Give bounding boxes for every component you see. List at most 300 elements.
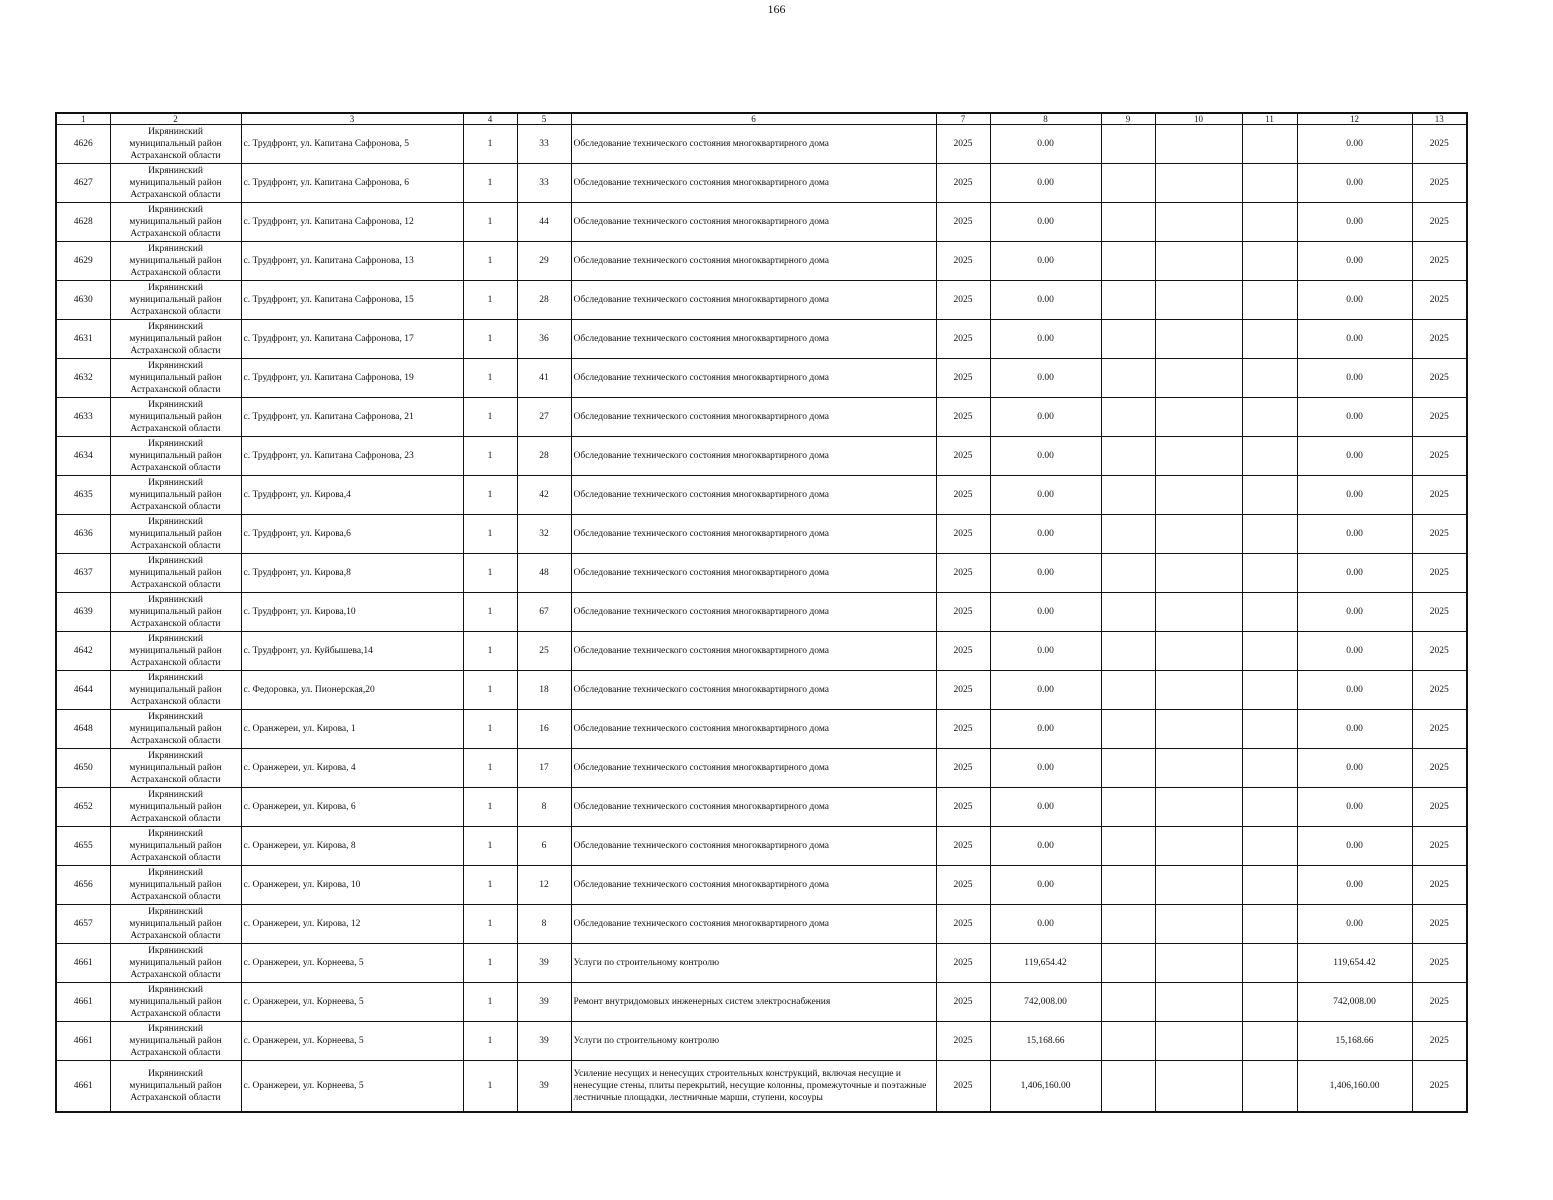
cell-total: 0.00 bbox=[1297, 749, 1412, 788]
cell-work-type: Обследование технического состояния многоквартирного дома bbox=[571, 866, 936, 905]
cell-municipality bbox=[110, 1061, 241, 1113]
cell-col9 bbox=[1101, 1022, 1155, 1061]
municipality-line: Астраханской области bbox=[130, 697, 221, 707]
cell-work-type: Усиление несущих и ненесущих строительных конструкций, включая несущие и ненесущие стены, плиты перекрытий, несущие колонны, промежуточные и поэтажные лестничные площадки, лестничные марши, ступени, косоуры bbox=[571, 1061, 936, 1113]
municipality-line: муниципальный район bbox=[129, 1036, 222, 1046]
cell-address: с. Трудфронт, ул. Капитана Сафронова, 23 bbox=[241, 437, 463, 476]
cell-work-type: Обследование технического состояния многоквартирного дома bbox=[571, 671, 936, 710]
municipality-line: Икрянинский bbox=[148, 907, 203, 917]
cell-year: 2025 bbox=[936, 125, 990, 164]
cell-work-type: Обследование технического состояния многоквартирного дома bbox=[571, 359, 936, 398]
municipality-line: Икрянинский bbox=[148, 790, 203, 800]
header-cell: 8 bbox=[990, 113, 1101, 125]
municipality-line: муниципальный район bbox=[129, 217, 222, 227]
municipality-line: Астраханской области bbox=[130, 424, 221, 434]
cell-work-type: Обследование технического состояния многоквартирного дома bbox=[571, 554, 936, 593]
cell-address: с. Трудфронт, ул. Кирова,8 bbox=[241, 554, 463, 593]
cell-col9 bbox=[1101, 359, 1155, 398]
cell-apartments: 18 bbox=[517, 671, 571, 710]
cell-cost: 0.00 bbox=[990, 749, 1101, 788]
cell-end-year: 2025 bbox=[1412, 359, 1467, 398]
municipality-line: муниципальный район bbox=[129, 607, 222, 617]
municipality-line: Икрянинский bbox=[148, 478, 203, 488]
table-row bbox=[56, 593, 1467, 632]
cell-end-year: 2025 bbox=[1412, 476, 1467, 515]
cell-end-year: 2025 bbox=[1412, 944, 1467, 983]
cell-apartments: 42 bbox=[517, 476, 571, 515]
cell-year: 2025 bbox=[936, 983, 990, 1022]
cell-col10 bbox=[1155, 320, 1242, 359]
cell-year: 2025 bbox=[936, 632, 990, 671]
table-row bbox=[56, 1022, 1467, 1061]
cell-col11 bbox=[1242, 398, 1297, 437]
cell-count: 1 bbox=[463, 125, 517, 164]
cell-municipality bbox=[110, 125, 241, 164]
header-cell: 1 bbox=[56, 113, 110, 125]
cell-col10 bbox=[1155, 554, 1242, 593]
cell-col9 bbox=[1101, 983, 1155, 1022]
cell-count: 1 bbox=[463, 593, 517, 632]
cell-work-type: Обследование технического состояния многоквартирного дома bbox=[571, 632, 936, 671]
cell-col9 bbox=[1101, 632, 1155, 671]
cell-apartments: 28 bbox=[517, 281, 571, 320]
table-row bbox=[56, 437, 1467, 476]
cell-apartments: 6 bbox=[517, 827, 571, 866]
cell-apartments: 29 bbox=[517, 242, 571, 281]
cell-col10 bbox=[1155, 398, 1242, 437]
cell-col11 bbox=[1242, 1061, 1297, 1113]
municipality-line: муниципальный район bbox=[129, 373, 222, 383]
cell-cost: 0.00 bbox=[990, 359, 1101, 398]
table-row bbox=[56, 944, 1467, 983]
municipality-line: Икрянинский bbox=[148, 517, 203, 527]
cell-col9 bbox=[1101, 242, 1155, 281]
cell-count: 1 bbox=[463, 827, 517, 866]
cell-work-type: Обследование технического состояния многоквартирного дома bbox=[571, 593, 936, 632]
cell-col10 bbox=[1155, 944, 1242, 983]
municipality-line: Икрянинский bbox=[148, 829, 203, 839]
cell-work-type: Обследование технического состояния многоквартирного дома bbox=[571, 905, 936, 944]
cell-col10 bbox=[1155, 671, 1242, 710]
municipality-line: Икрянинский bbox=[148, 595, 203, 605]
cell-id: 4642 bbox=[56, 632, 110, 671]
cell-count: 1 bbox=[463, 437, 517, 476]
cell-count: 1 bbox=[463, 1022, 517, 1061]
municipality-line: Астраханской области bbox=[130, 1093, 221, 1103]
table-row bbox=[56, 905, 1467, 944]
cell-address: с. Трудфронт, ул. Капитана Сафронова, 13 bbox=[241, 242, 463, 281]
cell-end-year: 2025 bbox=[1412, 554, 1467, 593]
cell-address: с. Оранжереи, ул. Кирова, 6 bbox=[241, 788, 463, 827]
cell-municipality bbox=[110, 164, 241, 203]
table-row bbox=[56, 632, 1467, 671]
cell-id: 4661 bbox=[56, 1061, 110, 1113]
header-cell: 4 bbox=[463, 113, 517, 125]
cell-apartments: 44 bbox=[517, 203, 571, 242]
cell-col10 bbox=[1155, 827, 1242, 866]
cell-cost: 0.00 bbox=[990, 710, 1101, 749]
cell-end-year: 2025 bbox=[1412, 905, 1467, 944]
municipality-line: Икрянинский bbox=[148, 205, 203, 215]
cell-total: 119,654.42 bbox=[1297, 944, 1412, 983]
cell-id: 4661 bbox=[56, 1022, 110, 1061]
cell-work-type: Услуги по строительному контролю bbox=[571, 1022, 936, 1061]
cell-municipality bbox=[110, 320, 241, 359]
municipality-line: Астраханской области bbox=[130, 268, 221, 278]
cell-col9 bbox=[1101, 788, 1155, 827]
cell-apartments: 48 bbox=[517, 554, 571, 593]
cell-col11 bbox=[1242, 944, 1297, 983]
cell-count: 1 bbox=[463, 866, 517, 905]
municipality-line: Икрянинский bbox=[148, 556, 203, 566]
cell-work-type: Обследование технического состояния многоквартирного дома bbox=[571, 398, 936, 437]
cell-id: 4635 bbox=[56, 476, 110, 515]
cell-municipality bbox=[110, 554, 241, 593]
cell-municipality bbox=[110, 281, 241, 320]
cell-municipality bbox=[110, 203, 241, 242]
cell-count: 1 bbox=[463, 398, 517, 437]
table-row bbox=[56, 1061, 1467, 1113]
cell-apartments: 39 bbox=[517, 1022, 571, 1061]
cell-col11 bbox=[1242, 1022, 1297, 1061]
cell-apartments: 8 bbox=[517, 788, 571, 827]
municipality-line: Астраханской области bbox=[130, 541, 221, 551]
cell-work-type: Обследование технического состояния многоквартирного дома bbox=[571, 164, 936, 203]
cell-col11 bbox=[1242, 905, 1297, 944]
cell-count: 1 bbox=[463, 242, 517, 281]
cell-col10 bbox=[1155, 242, 1242, 281]
cell-col11 bbox=[1242, 359, 1297, 398]
municipality-line: Икрянинский bbox=[148, 322, 203, 332]
cell-col9 bbox=[1101, 710, 1155, 749]
cell-cost: 0.00 bbox=[990, 203, 1101, 242]
municipality-line: Астраханской области bbox=[130, 190, 221, 200]
municipality-line: Астраханской области bbox=[130, 229, 221, 239]
cell-count: 1 bbox=[463, 320, 517, 359]
cell-cost: 1,406,160.00 bbox=[990, 1061, 1101, 1113]
cell-id: 4634 bbox=[56, 437, 110, 476]
cell-year: 2025 bbox=[936, 398, 990, 437]
municipality-line: Икрянинский bbox=[148, 985, 203, 995]
cell-end-year: 2025 bbox=[1412, 281, 1467, 320]
page-number: 166 bbox=[767, 2, 786, 16]
cell-total: 0.00 bbox=[1297, 203, 1412, 242]
cell-address: с. Оранжереи, ул. Кирова, 4 bbox=[241, 749, 463, 788]
cell-address: с. Трудфронт, ул. Кирова,4 bbox=[241, 476, 463, 515]
cell-address: с. Трудфронт, ул. Кирова,10 bbox=[241, 593, 463, 632]
table-row bbox=[56, 359, 1467, 398]
table-row bbox=[56, 398, 1467, 437]
cell-end-year: 2025 bbox=[1412, 866, 1467, 905]
cell-total: 0.00 bbox=[1297, 359, 1412, 398]
cell-total: 0.00 bbox=[1297, 671, 1412, 710]
cell-year: 2025 bbox=[936, 671, 990, 710]
cell-address: с. Оранжереи, ул. Корнеева, 5 bbox=[241, 944, 463, 983]
municipality-line: Икрянинский bbox=[148, 634, 203, 644]
municipality-line: муниципальный район bbox=[129, 412, 222, 422]
municipality-line: Астраханской области bbox=[130, 658, 221, 668]
cell-cost: 0.00 bbox=[990, 905, 1101, 944]
cell-address: с. Оранжереи, ул. Кирова, 10 bbox=[241, 866, 463, 905]
cell-col10 bbox=[1155, 515, 1242, 554]
cell-count: 1 bbox=[463, 710, 517, 749]
table-row bbox=[56, 866, 1467, 905]
cell-col10 bbox=[1155, 905, 1242, 944]
municipality-line: Астраханской области bbox=[130, 502, 221, 512]
header-cell: 7 bbox=[936, 113, 990, 125]
cell-year: 2025 bbox=[936, 320, 990, 359]
municipality-line: Астраханской области bbox=[130, 931, 221, 941]
cell-work-type: Обследование технического состояния многоквартирного дома bbox=[571, 710, 936, 749]
cell-col11 bbox=[1242, 515, 1297, 554]
header-cell: 13 bbox=[1412, 113, 1467, 125]
cell-year: 2025 bbox=[936, 281, 990, 320]
cell-count: 1 bbox=[463, 905, 517, 944]
cell-municipality bbox=[110, 788, 241, 827]
municipality-line: муниципальный район bbox=[129, 880, 222, 890]
municipality-line: муниципальный район bbox=[129, 802, 222, 812]
cell-col9 bbox=[1101, 476, 1155, 515]
cell-end-year: 2025 bbox=[1412, 1022, 1467, 1061]
cell-total: 0.00 bbox=[1297, 281, 1412, 320]
cell-count: 1 bbox=[463, 632, 517, 671]
municipality-line: муниципальный район bbox=[129, 295, 222, 305]
municipality-line: Астраханской области bbox=[130, 385, 221, 395]
municipality-line: Икрянинский bbox=[148, 712, 203, 722]
cell-end-year: 2025 bbox=[1412, 593, 1467, 632]
cell-cost: 15,168.66 bbox=[990, 1022, 1101, 1061]
cell-cost: 0.00 bbox=[990, 164, 1101, 203]
municipality-line: Астраханской области bbox=[130, 151, 221, 161]
cell-work-type: Обследование технического состояния многоквартирного дома bbox=[571, 515, 936, 554]
cell-municipality bbox=[110, 749, 241, 788]
cell-cost: 0.00 bbox=[990, 788, 1101, 827]
cell-total: 0.00 bbox=[1297, 164, 1412, 203]
cell-address: с. Трудфронт, ул. Капитана Сафронова, 15 bbox=[241, 281, 463, 320]
cell-end-year: 2025 bbox=[1412, 398, 1467, 437]
cell-cost: 0.00 bbox=[990, 671, 1101, 710]
table-row bbox=[56, 164, 1467, 203]
cell-municipality bbox=[110, 866, 241, 905]
cell-municipality bbox=[110, 359, 241, 398]
cell-municipality bbox=[110, 398, 241, 437]
cell-count: 1 bbox=[463, 281, 517, 320]
cell-col11 bbox=[1242, 554, 1297, 593]
cell-count: 1 bbox=[463, 164, 517, 203]
cell-count: 1 bbox=[463, 788, 517, 827]
cell-end-year: 2025 bbox=[1412, 983, 1467, 1022]
cell-work-type: Обследование технического состояния многоквартирного дома bbox=[571, 827, 936, 866]
header-cell: 9 bbox=[1101, 113, 1155, 125]
cell-cost: 0.00 bbox=[990, 515, 1101, 554]
municipality-line: муниципальный район bbox=[129, 178, 222, 188]
cell-year: 2025 bbox=[936, 593, 990, 632]
municipality-line: муниципальный район bbox=[129, 841, 222, 851]
municipality-line: муниципальный район bbox=[129, 997, 222, 1007]
cell-end-year: 2025 bbox=[1412, 320, 1467, 359]
cell-apartments: 12 bbox=[517, 866, 571, 905]
cell-total: 742,008.00 bbox=[1297, 983, 1412, 1022]
cell-col9 bbox=[1101, 905, 1155, 944]
municipality-line: Астраханской области bbox=[130, 307, 221, 317]
cell-total: 1,406,160.00 bbox=[1297, 1061, 1412, 1113]
cell-col11 bbox=[1242, 437, 1297, 476]
municipality-line: Икрянинский bbox=[148, 439, 203, 449]
cell-cost: 0.00 bbox=[990, 554, 1101, 593]
municipality-line: Астраханской области bbox=[130, 892, 221, 902]
cell-id: 4655 bbox=[56, 827, 110, 866]
cell-apartments: 36 bbox=[517, 320, 571, 359]
cell-col11 bbox=[1242, 632, 1297, 671]
cell-end-year: 2025 bbox=[1412, 827, 1467, 866]
cell-work-type: Услуги по строительному контролю bbox=[571, 944, 936, 983]
cell-col9 bbox=[1101, 944, 1155, 983]
cell-total: 0.00 bbox=[1297, 515, 1412, 554]
cell-cost: 742,008.00 bbox=[990, 983, 1101, 1022]
cell-total: 0.00 bbox=[1297, 710, 1412, 749]
cell-col10 bbox=[1155, 476, 1242, 515]
cell-year: 2025 bbox=[936, 164, 990, 203]
cell-address: с. Трудфронт, ул. Капитана Сафронова, 19 bbox=[241, 359, 463, 398]
municipality-line: Икрянинский bbox=[148, 400, 203, 410]
cell-col9 bbox=[1101, 125, 1155, 164]
cell-id: 4631 bbox=[56, 320, 110, 359]
cell-address: с. Трудфронт, ул. Капитана Сафронова, 6 bbox=[241, 164, 463, 203]
municipality-line: Астраханской области bbox=[130, 1009, 221, 1019]
cell-municipality bbox=[110, 593, 241, 632]
municipality-line: Астраханской области bbox=[130, 853, 221, 863]
municipality-line: Икрянинский bbox=[148, 868, 203, 878]
cell-municipality bbox=[110, 827, 241, 866]
cell-municipality bbox=[110, 476, 241, 515]
cell-col10 bbox=[1155, 593, 1242, 632]
municipality-line: муниципальный район bbox=[129, 646, 222, 656]
cell-apartments: 41 bbox=[517, 359, 571, 398]
cell-col9 bbox=[1101, 749, 1155, 788]
table-row bbox=[56, 554, 1467, 593]
cell-col10 bbox=[1155, 359, 1242, 398]
cell-col9 bbox=[1101, 515, 1155, 554]
cell-cost: 0.00 bbox=[990, 593, 1101, 632]
municipality-line: муниципальный район bbox=[129, 139, 222, 149]
municipality-line: муниципальный район bbox=[129, 568, 222, 578]
cell-work-type: Обследование технического состояния многоквартирного дома bbox=[571, 788, 936, 827]
cell-col10 bbox=[1155, 1022, 1242, 1061]
cell-work-type: Обследование технического состояния многоквартирного дома bbox=[571, 476, 936, 515]
cell-work-type: Ремонт внутридомовых инженерных систем электроснабжения bbox=[571, 983, 936, 1022]
municipality-line: муниципальный район bbox=[129, 256, 222, 266]
cell-apartments: 67 bbox=[517, 593, 571, 632]
cell-municipality bbox=[110, 632, 241, 671]
cell-year: 2025 bbox=[936, 515, 990, 554]
cell-end-year: 2025 bbox=[1412, 671, 1467, 710]
table-row bbox=[56, 710, 1467, 749]
cell-col10 bbox=[1155, 710, 1242, 749]
header-cell: 3 bbox=[241, 113, 463, 125]
cell-count: 1 bbox=[463, 359, 517, 398]
cell-address: с. Оранжереи, ул. Кирова, 1 bbox=[241, 710, 463, 749]
cell-municipality bbox=[110, 437, 241, 476]
cell-year: 2025 bbox=[936, 749, 990, 788]
cell-apartments: 25 bbox=[517, 632, 571, 671]
cell-year: 2025 bbox=[936, 242, 990, 281]
cell-total: 0.00 bbox=[1297, 398, 1412, 437]
cell-year: 2025 bbox=[936, 788, 990, 827]
municipality-line: муниципальный район bbox=[129, 451, 222, 461]
cell-end-year: 2025 bbox=[1412, 125, 1467, 164]
cell-municipality bbox=[110, 710, 241, 749]
cell-apartments: 39 bbox=[517, 1061, 571, 1113]
municipality-line: муниципальный район bbox=[129, 685, 222, 695]
cell-col9 bbox=[1101, 398, 1155, 437]
cell-col11 bbox=[1242, 242, 1297, 281]
municipality-line: Икрянинский bbox=[148, 283, 203, 293]
cell-id: 4627 bbox=[56, 164, 110, 203]
cell-address: с. Трудфронт, ул. Куйбышева,14 bbox=[241, 632, 463, 671]
cell-col11 bbox=[1242, 164, 1297, 203]
municipality-line: муниципальный район bbox=[129, 529, 222, 539]
cell-apartments: 16 bbox=[517, 710, 571, 749]
municipality-line: Икрянинский bbox=[148, 244, 203, 254]
table-row bbox=[56, 515, 1467, 554]
cell-total: 0.00 bbox=[1297, 827, 1412, 866]
cell-year: 2025 bbox=[936, 476, 990, 515]
cell-year: 2025 bbox=[936, 1022, 990, 1061]
cell-municipality bbox=[110, 515, 241, 554]
cell-col11 bbox=[1242, 125, 1297, 164]
cell-id: 4636 bbox=[56, 515, 110, 554]
header-cell: 5 bbox=[517, 113, 571, 125]
municipality-line: Астраханской области bbox=[130, 736, 221, 746]
cell-id: 4628 bbox=[56, 203, 110, 242]
header-cell: 12 bbox=[1297, 113, 1412, 125]
cell-id: 4633 bbox=[56, 398, 110, 437]
cell-count: 1 bbox=[463, 671, 517, 710]
cell-col9 bbox=[1101, 866, 1155, 905]
cell-apartments: 17 bbox=[517, 749, 571, 788]
cell-cost: 0.00 bbox=[990, 320, 1101, 359]
municipality-line: Астраханской области bbox=[130, 346, 221, 356]
cell-total: 0.00 bbox=[1297, 242, 1412, 281]
cell-col10 bbox=[1155, 125, 1242, 164]
municipality-line: Астраханской области bbox=[130, 1048, 221, 1058]
cell-col11 bbox=[1242, 281, 1297, 320]
cell-col11 bbox=[1242, 788, 1297, 827]
cell-apartments: 33 bbox=[517, 164, 571, 203]
municipality-line: Икрянинский bbox=[148, 1024, 203, 1034]
cell-work-type: Обследование технического состояния многоквартирного дома bbox=[571, 281, 936, 320]
cell-work-type: Обследование технического состояния многоквартирного дома bbox=[571, 242, 936, 281]
municipality-line: муниципальный район bbox=[129, 958, 222, 968]
cell-address: с. Трудфронт, ул. Капитана Сафронова, 21 bbox=[241, 398, 463, 437]
cell-cost: 0.00 bbox=[990, 827, 1101, 866]
cell-end-year: 2025 bbox=[1412, 749, 1467, 788]
municipality-line: Астраханской области bbox=[130, 619, 221, 629]
cell-col9 bbox=[1101, 593, 1155, 632]
cell-end-year: 2025 bbox=[1412, 788, 1467, 827]
cell-end-year: 2025 bbox=[1412, 203, 1467, 242]
municipality-line: Икрянинский bbox=[148, 361, 203, 371]
header-cell: 10 bbox=[1155, 113, 1242, 125]
cell-year: 2025 bbox=[936, 866, 990, 905]
cell-col10 bbox=[1155, 749, 1242, 788]
cell-col9 bbox=[1101, 1061, 1155, 1113]
table-row bbox=[56, 749, 1467, 788]
cell-id: 4637 bbox=[56, 554, 110, 593]
cell-col9 bbox=[1101, 671, 1155, 710]
cell-col10 bbox=[1155, 281, 1242, 320]
cell-end-year: 2025 bbox=[1412, 515, 1467, 554]
